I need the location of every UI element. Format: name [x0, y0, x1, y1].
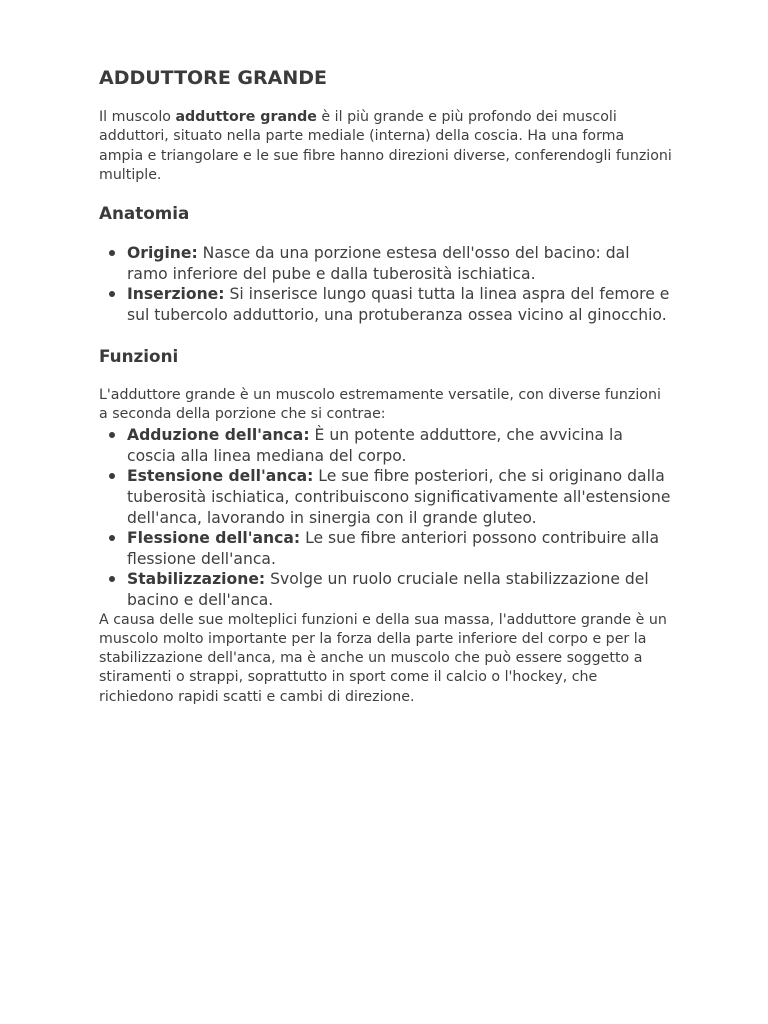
- section-heading-anatomia: Anatomia: [99, 203, 190, 224]
- intro-text-before: Il muscolo: [99, 109, 176, 125]
- funzioni-list: [99, 425, 672, 610]
- list-item-origine: [99, 243, 672, 284]
- document-title: ADDUTTORE GRANDE: [99, 67, 327, 89]
- list-item-text: Le sue fibre posteriori, che si originano dalla tuberosità ischiatica, contribuiscono significativamente all'estensione dell'anca, lavorando in sinergia con il grande gluteo.: [127, 467, 671, 527]
- list-item-label: Origine:: [127, 244, 198, 263]
- closing-paragraph: A causa delle sue molteplici funzioni e della sua massa, l'adduttore grande è un muscolo molto importante per la forza della parte inferiore del corpo e per la stabilizzazione dell'anca, ma è anche un muscolo che può essere soggetto a stiramenti o strappi, soprattutto in sport come il calcio o l'hockey, che richiedono rapidi scatti e cambi di direzione.: [99, 611, 667, 705]
- intro-paragraph: [99, 108, 672, 185]
- list-item-text: Le sue fibre anteriori possono contribuire alla flessione dell'anca.: [127, 529, 660, 568]
- list-item-label: Inserzione:: [127, 285, 225, 304]
- list-item-text: Si inserisce lungo quasi tutta la linea aspra del femore e sul tubercolo adduttorio, una protuberanza ossea vicino al ginocchio.: [127, 285, 670, 324]
- list-item-stabilizzazione: [99, 569, 672, 610]
- intro-text-after: è il più grande e più profondo dei muscoli adduttori, situato nella parte mediale (interna) della coscia. Ha una forma ampia e triangolare e le sue fibre hanno direzioni diverse, conferendogli funzioni multiple.: [99, 109, 672, 183]
- funzioni-intro: L'adduttore grande è un muscolo estremamente versatile, con diverse funzioni a seconda della porzione che si contrae:: [99, 386, 661, 422]
- list-item-adduzione: [99, 425, 672, 466]
- anatomia-list: [99, 243, 672, 325]
- list-item-label: Stabilizzazione:: [127, 570, 266, 589]
- list-item-label: Adduzione dell'anca:: [127, 426, 310, 445]
- list-item-text: Nasce da una porzione estesa dell'osso del bacino: dal ramo inferiore del pube e dalla tuberosità ischiatica.: [127, 244, 630, 283]
- list-item-text: Svolge un ruolo cruciale nella stabilizzazione del bacino e dell'anca.: [127, 570, 649, 609]
- list-item-estensione: [99, 466, 672, 528]
- intro-bold-term: adduttore grande: [175, 109, 317, 125]
- list-item-label: Estensione dell'anca:: [127, 467, 314, 486]
- list-item-label: Flessione dell'anca:: [127, 529, 301, 548]
- list-item-inserzione: [99, 284, 672, 325]
- section-heading-funzioni: Funzioni: [99, 345, 179, 366]
- list-item-flessione: [99, 528, 672, 569]
- list-item-text: È un potente adduttore, che avvicina la coscia alla linea mediana del corpo.: [127, 426, 623, 465]
